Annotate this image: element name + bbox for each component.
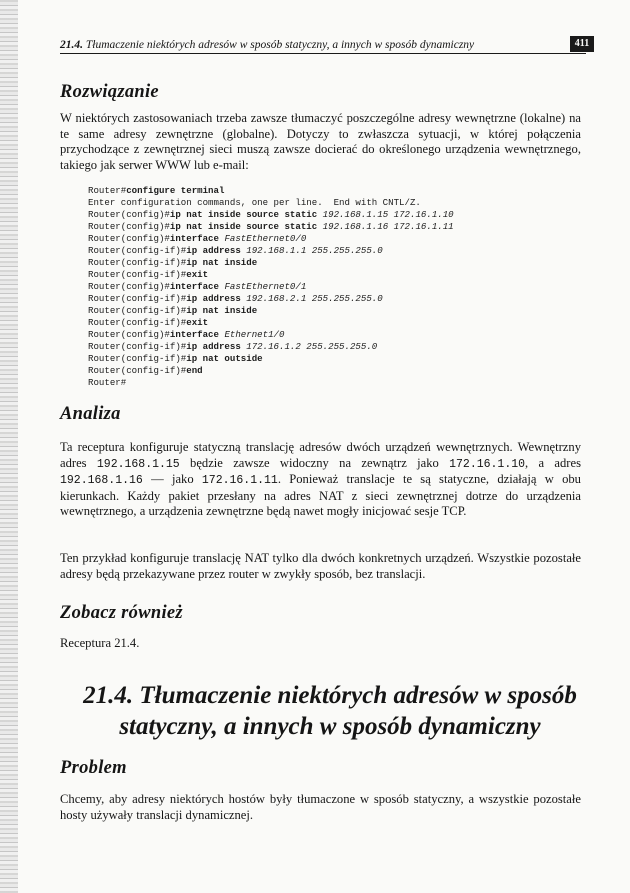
analysis-text: Ta receptura konfiguruje statyczną translację adresów dwóch urządzeń wewnętrznych. Wewnętrzny adres: [60, 440, 581, 470]
code-cmd: interface: [169, 281, 225, 292]
code-cmd: configure terminal: [126, 185, 225, 196]
code-line: [88, 317, 578, 329]
code-line: [88, 293, 578, 305]
code-prompt: Router(config)#: [88, 329, 170, 340]
code-cmd: interface: [169, 233, 225, 244]
code-args: 192.168.1.16 172.16.1.11: [322, 221, 454, 232]
code-args: 192.168.2.1 255.255.255.0: [246, 293, 383, 304]
see-also-heading: Zobacz również: [60, 603, 183, 623]
code-cmd: ip nat outside: [186, 353, 263, 364]
code-prompt: Router(config-if)#: [88, 245, 187, 256]
code-cmd: ip address: [186, 293, 247, 304]
running-head-title: Tłumaczenie niektórych adresów w sposób statyczny, a innych w sposób dynamiczny: [85, 39, 475, 51]
code-line: [88, 245, 578, 257]
code-cmd: interface: [169, 329, 225, 340]
code-prompt: Router(config-if)#: [88, 269, 187, 280]
code-prompt: Enter configuration commands, one per line. End with CNTL/Z.: [88, 197, 421, 208]
section-title-line-2: statyczny, a innych w sposób dynamiczny: [119, 713, 541, 740]
code-cmd: ip address: [186, 341, 247, 352]
code-line: [88, 305, 578, 317]
code-line: [88, 341, 578, 353]
code-line: [88, 257, 578, 269]
code-args: 172.16.1.2 255.255.255.0: [246, 341, 378, 352]
code-prompt: Router(config)#: [88, 221, 170, 232]
see-also-reference: Receptura 21.4.: [60, 636, 140, 650]
code-args: 192.168.1.15 172.16.1.10: [322, 209, 454, 220]
code-cmd: exit: [186, 317, 209, 328]
code-line: [88, 209, 578, 221]
code-line: [88, 233, 578, 245]
code-line: [88, 329, 578, 341]
code-line: [88, 281, 578, 293]
code-prompt: Router(config)#: [88, 281, 170, 292]
analysis-heading: Analiza: [60, 404, 121, 424]
page-number: 411: [570, 36, 594, 52]
running-head: [60, 39, 586, 54]
code-prompt: Router(config-if)#: [88, 257, 187, 268]
ip-address: 192.168.1.16: [60, 474, 143, 487]
code-args: Ethernet1/0: [224, 329, 285, 340]
ip-address: 172.16.1.10: [449, 457, 526, 471]
code-prompt: Router(config-if)#: [88, 341, 187, 352]
code-cmd: ip address: [186, 245, 247, 256]
analysis-text: będzie zawsze widoczny na zewnątrz jako: [179, 455, 450, 470]
code-line: [88, 197, 578, 209]
code-line: [88, 377, 578, 389]
code-cmd: exit: [186, 269, 209, 280]
section-number: 21.4.: [83, 682, 134, 709]
solution-heading: Rozwiązanie: [60, 82, 159, 102]
code-args: FastEthernet0/0: [224, 233, 307, 244]
problem-heading: Problem: [60, 758, 127, 778]
code-prompt: Router#: [88, 185, 127, 196]
code-line: [88, 365, 578, 377]
code-prompt: Router(config)#: [88, 233, 170, 244]
code-line: [88, 185, 578, 197]
analysis-text: , a adres: [525, 455, 581, 470]
section-title-line-1: Tłumaczenie niektórych adresów w sposób: [139, 682, 577, 709]
running-head-number: 21.4.: [60, 39, 83, 51]
code-prompt: Router#: [88, 377, 127, 388]
code-cmd: ip nat inside: [186, 257, 258, 268]
code-prompt: Router(config-if)#: [88, 305, 187, 316]
code-line: [88, 269, 578, 281]
code-prompt: Router(config-if)#: [88, 317, 187, 328]
section-title: [60, 680, 600, 742]
analysis-text: — jako: [142, 472, 202, 486]
code-prompt: Router(config-if)#: [88, 365, 187, 376]
book-binding-edge: [0, 0, 18, 893]
code-cmd: ip nat inside source static: [169, 209, 323, 220]
code-prompt: Router(config-if)#: [88, 353, 187, 364]
code-prompt: Router(config)#: [88, 209, 170, 220]
code-cmd: ip nat inside: [186, 305, 258, 316]
code-args: FastEthernet0/1: [224, 281, 307, 292]
analysis-text: . Ponieważ translacje te są statyczne, działają w obu kierunkach. Każdy pakiet przesłany na adres NAT z sieci zewnętrznej dotrze do urządzenia wewnętrznego, a urządzenia zewnętrzne będą nawet mogły inicjować sesje TCP.: [60, 472, 581, 518]
code-line: [88, 353, 578, 365]
code-prompt: Router(config-if)#: [88, 293, 187, 304]
problem-text: Chcemy, aby adresy niektórych hostów były tłumaczone w sposób statyczny, a wszystkie pozostałe hosty używały translacji dynamicznej.: [60, 792, 581, 822]
ip-address: 172.16.1.11: [201, 474, 278, 487]
router-config-listing: [88, 185, 578, 389]
code-args: 192.168.1.1 255.255.255.0: [246, 245, 383, 256]
code-cmd: end: [186, 365, 203, 376]
analysis-paragraph-2: Ten przykład konfiguruje translację NAT tylko dla dwóch konkretnych urządzeń. Wszystkie pozostałe adresy będą przekazywane przez router w zwykły sposób, bez translacji.: [60, 551, 581, 581]
analysis-paragraph-1: [60, 440, 581, 520]
ip-address: 192.168.1.15: [96, 457, 180, 471]
code-cmd: ip nat inside source static: [169, 221, 323, 232]
solution-intro: W niektórych zastosowaniach trzeba zawsze tłumaczyć poszczególne adresy wewnętrzne (lokalne) na te same adresy zewnętrzne (globalne). Dotyczy to zwłaszcza sytuacji, w której połączenia przychodzące z zewnętrznej sieci muszą zawsze docierać do określonego urządzenia wewnętrznego, takiego jak serwer WWW lub e-mail:: [60, 111, 581, 172]
code-line: [88, 221, 578, 233]
